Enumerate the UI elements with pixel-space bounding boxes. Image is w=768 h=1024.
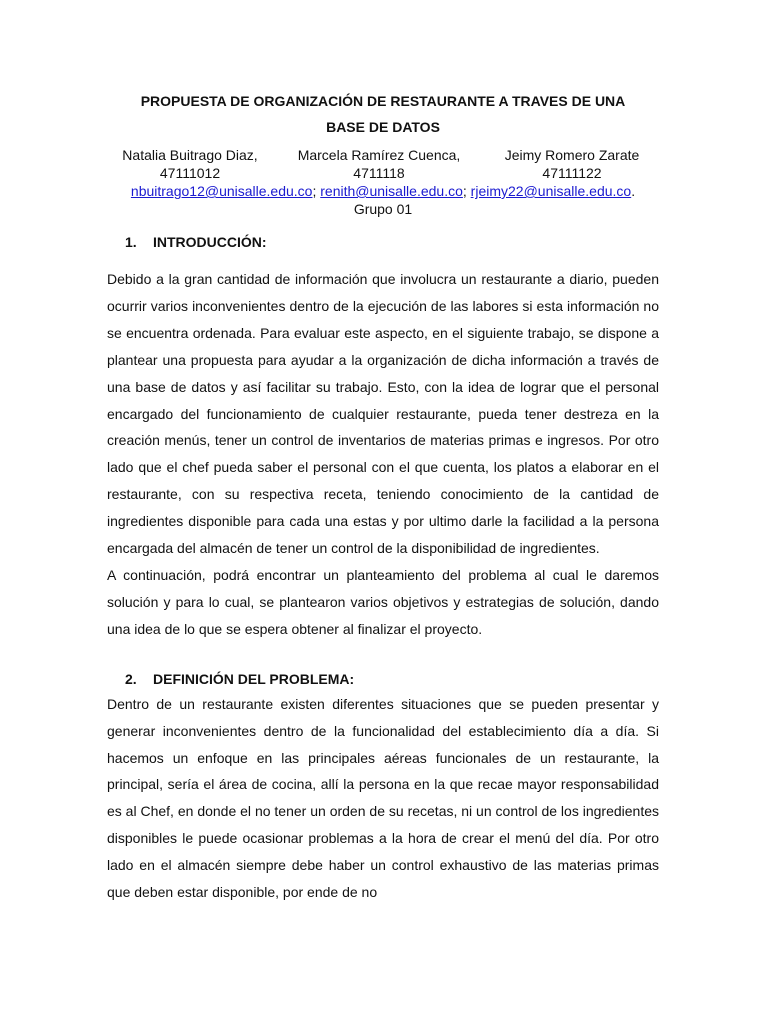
email-link-2[interactable]: renith@unisalle.edu.co <box>320 183 463 199</box>
author-1-id: 47111012 <box>159 165 221 181</box>
author-1 <box>107 146 273 182</box>
author-2-id: 4711118 <box>353 165 405 181</box>
authors-block <box>107 146 659 182</box>
author-3-name: Jeimy Romero Zarate <box>504 147 640 163</box>
author-3 <box>485 146 659 182</box>
email-link-3[interactable]: rjeimy22@unisalle.edu.co <box>470 183 632 199</box>
document-title <box>107 88 659 140</box>
section-2-heading <box>107 669 659 689</box>
email-separator: ; <box>312 183 321 199</box>
email-link-1[interactable]: nbuitrago12@unisalle.edu.co <box>130 183 313 199</box>
section-2-title: DEFINICIÓN DEL PROBLEMA: <box>153 670 355 687</box>
author-2 <box>273 146 485 182</box>
emails-line <box>107 182 659 200</box>
section-2-number: 2. <box>125 670 137 687</box>
group-label: Grupo 01 <box>353 201 413 217</box>
section-1-paragraph-2: A continuación, podrá encontrar un planteamiento del problema al cual le daremos solución y para lo cual, se plantearon varios objetivos y estrategias de solución, dando una idea de lo que se espera obtener al finalizar el proyecto. <box>107 566 659 637</box>
document-page <box>107 88 659 906</box>
section-1-number: 1. <box>125 234 137 250</box>
section-1-paragraph-1: Debido a la gran cantidad de información que involucra un restaurante a diario, pueden ocurrir varios inconvenientes dentro de la ejecución de las labores si esta información no se encuentra ordenada. Para evaluar este aspecto, en el siguiente trabajo, se dispone a plantear una propuesta para ayudar a la organización de dicha información a través de una base de datos y así facilitar su trabajo. Esto, con la idea de lograr que el personal encargado del funcionamiento de cualquier restaurante, pueda tener destreza en la creación menús, tener un control de inventarios de materias primas e ingresos. Por otro lado que el chef pueda saber el personal con el que cuenta, los platos a elaborar en el restaurante, con su respectiva receta, teniendo conocimiento de la cantidad de ingredientes disponible para cada una estas y por ultimo darle la facilidad a la persona encargada del almacén de tener un control de la disponibilidad de ingredientes. <box>107 271 659 557</box>
author-1-name: Natalia Buitrago Diaz, <box>122 147 258 163</box>
email-separator: ; <box>462 183 471 199</box>
email-end: . <box>631 183 636 199</box>
title-line-2: BASE DE DATOS <box>326 119 440 135</box>
author-3-id: 47111122 <box>542 165 602 181</box>
section-1-title: INTRODUCCIÓN: <box>153 234 267 250</box>
title-line-1: PROPUESTA DE ORGANIZACIÓN DE RESTAURANTE A TRAVES DE UNA <box>140 93 626 109</box>
section-1-heading <box>107 232 659 252</box>
author-2-name: Marcela Ramírez Cuenca, <box>297 147 461 163</box>
section-2-paragraph-1: Dentro de un restaurante existen diferentes situaciones que se pueden presentar y generar inconvenientes dentro de la funcionalidad del establecimiento día a día. Si hacemos un enfoque en las principales aéreas funcionales de un restaurante, la principal, sería el área de cocina, allí la persona en la que recae mayor responsabilidad es al Chef, en donde el no tener un orden de su recetas, ni un control de los ingredientes disponibles le puede ocasionar problemas a la hora de crear el menú del día. Por otro lado en el almacén siempre debe haber un control exhaustivo de las materias primas que deben estar disponible, por ende de no <box>107 695 659 901</box>
